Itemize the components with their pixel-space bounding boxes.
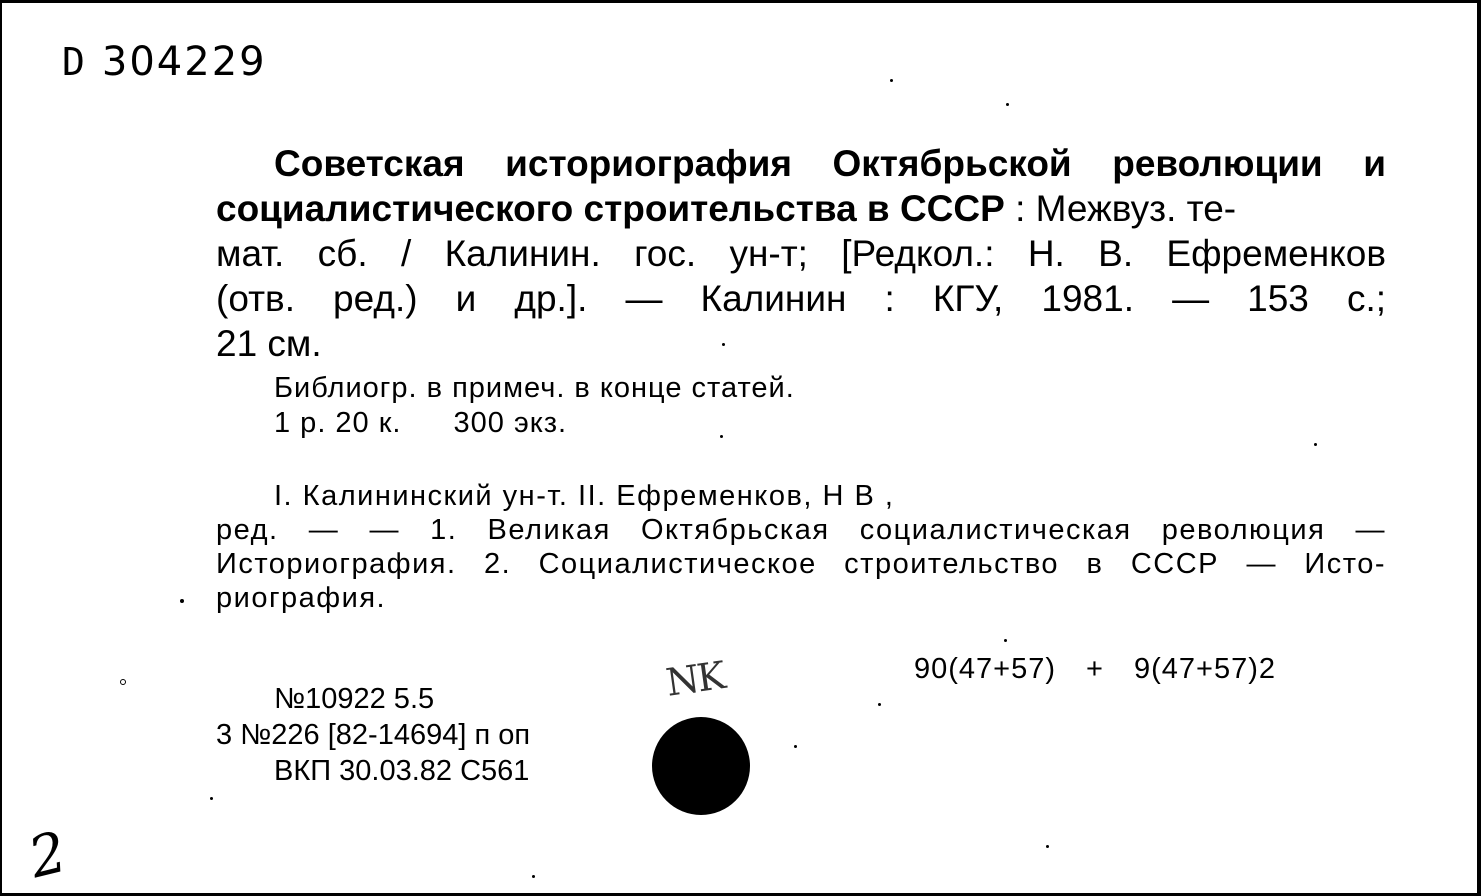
classification-plus: + (1086, 653, 1104, 685)
bibliography-note: Библиогр. в примеч. в конце статей. (274, 372, 795, 404)
imprint-line-4: (отв. ред.) и др.]. — Калинин : КГУ, 1981. — 153 с.; (216, 278, 1386, 319)
tracing-line-2: ред. — — 1. Великая Октябрьская социалистическая революция — (216, 514, 1386, 546)
scan-speck (890, 79, 893, 82)
title-bold-part: социалистического строительства в СССР (216, 188, 1005, 229)
title-line-2 (216, 186, 1386, 231)
scan-speck (1004, 639, 1007, 642)
classification-numbers (914, 653, 1276, 686)
notes (274, 371, 795, 441)
scan-speck (720, 435, 723, 438)
scan-speck (1314, 443, 1317, 446)
scan-speck (532, 875, 535, 878)
call-number (62, 39, 267, 85)
stats-line-3: ВКП 30.03.82 С561 (274, 755, 530, 787)
punch-hole (652, 717, 750, 815)
call-number-value: 304229 (101, 39, 267, 85)
tracing-line-4: риография. (216, 582, 387, 614)
title-line-1: Советская историография Октябрьской революции и (274, 143, 1386, 184)
scan-speck (1006, 103, 1009, 106)
handwritten-number: 2 (22, 819, 73, 892)
scan-speck (180, 599, 184, 603)
tracings (216, 479, 1386, 615)
scan-speck (1046, 845, 1049, 848)
scan-speck (722, 343, 725, 346)
scan-speck (210, 797, 213, 800)
handwritten-nk-mark: NK (663, 653, 727, 705)
main-entry (216, 141, 1386, 366)
scan-speck (878, 703, 881, 706)
copies: 300 экз. (453, 407, 568, 439)
scan-speck (120, 679, 126, 685)
price-copies-note (274, 406, 795, 441)
tracing-line-1: I. Калининский ун-т. II. Ефременков, Н В , (274, 480, 895, 512)
imprint-line-5: 21 см. (216, 323, 322, 364)
classification-left: 90(47+57) (914, 653, 1057, 685)
call-number-prefix: D (62, 40, 86, 84)
stats-line-1: №10922 5.5 (274, 683, 435, 715)
tracing-line-3: Историография. 2. Социалистическое строительство в СССР — Исто- (216, 548, 1386, 580)
title-rest-part: : Межвуз. те- (1004, 188, 1237, 229)
stats-block (216, 681, 530, 789)
stats-line-2: 3 №226 [82-14694] п оп (216, 719, 531, 751)
classification-right: 9(47+57)2 (1133, 653, 1276, 685)
price: 1 р. 20 к. (274, 407, 402, 439)
imprint-line-3: мат. сб. / Калинин. гос. ун-т; [Редкол.: Н. В. Ефременков (216, 233, 1386, 274)
scan-speck (794, 745, 797, 748)
